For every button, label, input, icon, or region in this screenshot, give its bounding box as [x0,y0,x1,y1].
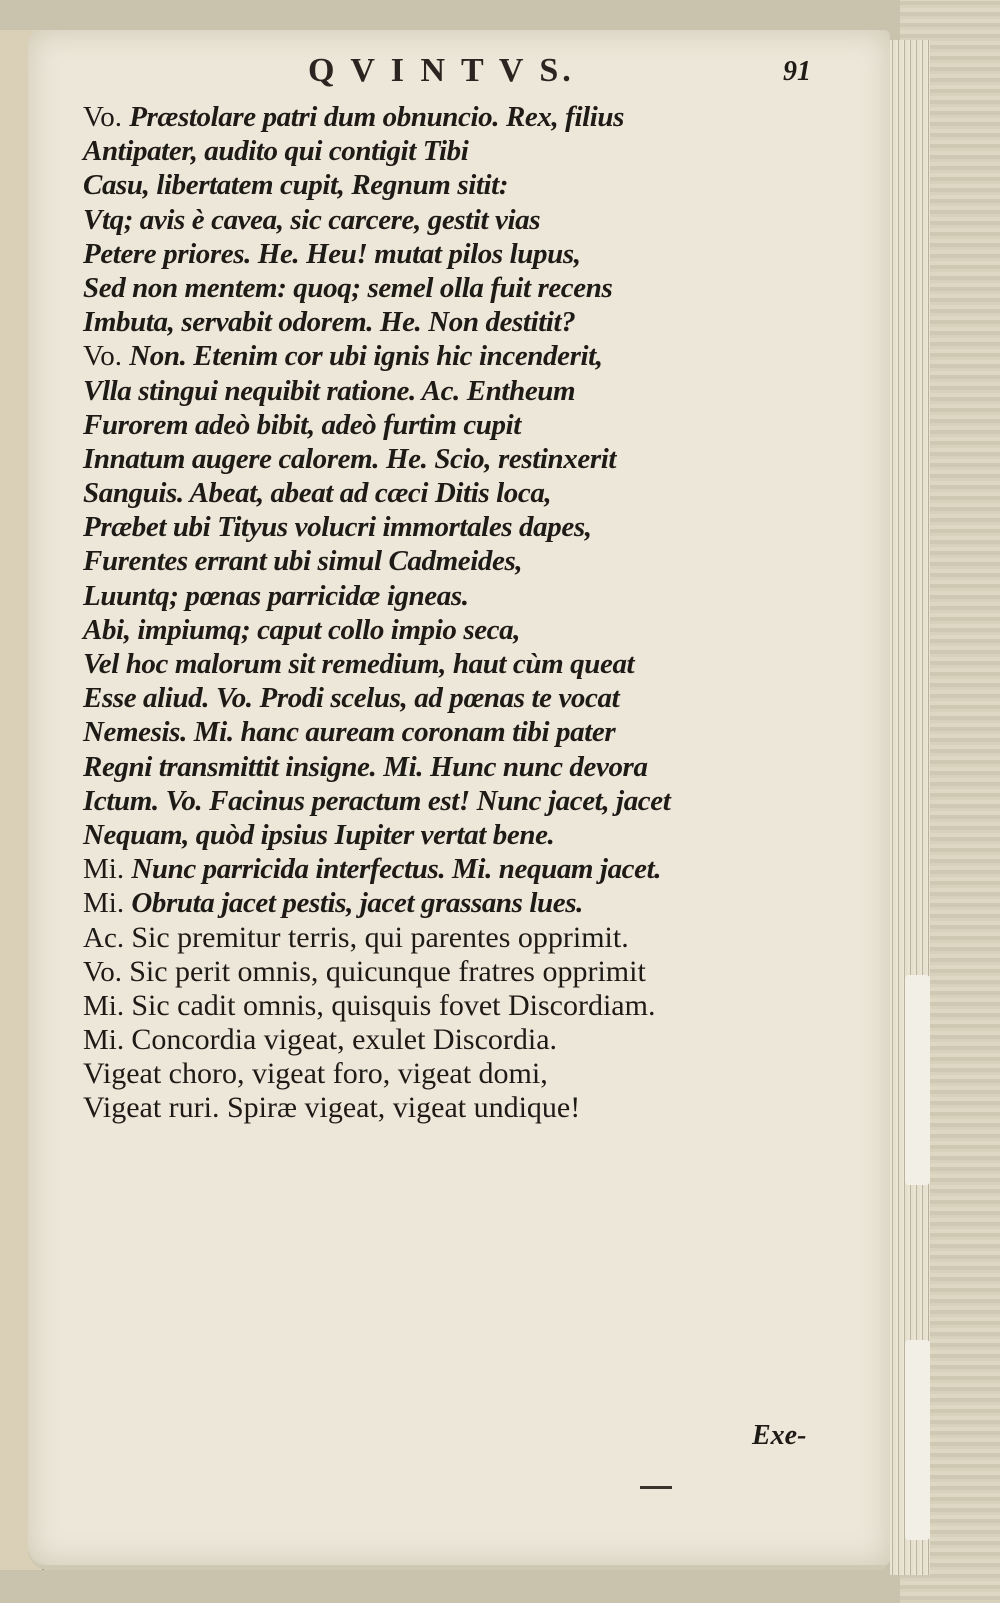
verse-text: Antipater, audito qui contigit Tibi [83,135,469,168]
verse-line [83,271,843,305]
verse-line [83,715,843,749]
verse-text: Abi, impiumq; caput collo impio seca, [83,613,521,646]
verse-text: Nequam, quòd ipsius Iupiter vertat bene. [83,818,555,851]
bookmark-tab [905,1340,930,1540]
verse-line [83,237,843,271]
verse-line [83,100,843,134]
verse-text: Non. Etenim cor ubi ignis hic incenderit, [129,340,603,373]
verse-line [83,647,843,681]
verse-text: Ictum. Vo. Facinus peractum est! Nunc jacet, jacet [83,784,671,817]
speaker-label: Mi. [83,853,125,886]
verse-line [83,510,843,544]
catchword: Exe- [752,1420,807,1451]
speaker-label: Ac. [83,921,125,954]
verse-line [83,168,843,202]
speaker-label: Mi. [83,1024,125,1057]
verse-line [83,203,843,237]
verse-text: Sic premitur terris, qui parentes opprimit. [131,920,629,954]
bookmark-tab [905,975,930,1185]
verse-line [83,442,843,476]
verse-text: Casu, libertatem cupit, Regnum sitit: [83,169,509,202]
verse-line [83,784,843,818]
verse-line [83,1023,843,1057]
speaker-label: Vo. [83,101,122,133]
verse-text: Sic cadit omnis, quisquis fovet Discordiam. [131,988,656,1022]
verse-text: Vlla stingui nequibit ratione. Ac. Entheum [83,374,576,407]
verse-line [83,579,843,613]
verse-text: Concordia vigeat, exulet Discordia. [131,1023,558,1057]
verse-text: Sed non mentem: quoq; semel olla fuit recens [83,271,613,304]
verse-line [83,408,843,442]
verse-text: Regni transmittit insigne. Mi. Hunc nunc devora [83,750,648,783]
verse-text: Innatum augere calorem. He. Scio, restinxerit [83,442,617,475]
verse-text: Obruta jacet pestis, jacet grassans lues. [131,887,583,920]
verse-text: Nunc parricida interfectus. Mi. nequam jacet. [131,853,662,886]
verse-text: Præstolare patri dum obnuncio. Rex, filius [129,101,625,133]
page-number: 91 [783,56,811,87]
verse-text: Vigeat choro, vigeat foro, vigeat domi, [83,1057,548,1091]
verse-line [83,544,843,578]
verse-text: Nemesis. Mi. hanc auream coronam tibi pater [83,716,616,749]
verse-text: Furentes errant ubi simul Cadmeides, [83,545,523,578]
verse-line [83,1057,843,1091]
verse-text: Esse aliud. Vo. Prodi scelus, ad pœnas te vocat [83,682,620,715]
verse-text-block [83,100,843,1126]
verse-line [83,305,843,339]
speaker-label: Vo. [83,955,122,988]
verse-text: Furorem adeò bibit, adeò furtim cupit [83,408,521,441]
ornament-dash [640,1486,672,1489]
verse-line [83,134,843,168]
verse-line [83,1091,843,1125]
verse-line [83,989,843,1023]
verse-text: Sic perit omnis, quicunque fratres opprimit [129,954,646,988]
speaker-label: Vo. [83,340,122,373]
book-page [28,30,890,1565]
verse-line [83,339,843,373]
verse-text: Sanguis. Abeat, abeat ad cæci Ditis loca, [83,477,552,510]
verse-line [83,852,843,886]
speaker-label: Mi. [83,989,125,1022]
verse-text: Vel hoc malorum sit remedium, haut cùm queat [83,648,635,680]
verse-line [83,613,843,647]
verse-text: Vigeat ruri. Spiræ vigeat, vigeat undique! [83,1091,581,1125]
verse-line [83,955,843,989]
verse-line [83,750,843,784]
running-head: Q V I N T V S. [308,52,575,89]
verse-line [83,681,843,715]
speaker-label: Mi. [83,887,125,920]
verse-line [83,818,843,852]
verse-text: Præbet ubi Tityus volucri immortales dapes, [83,511,592,544]
verse-text: Luuntq; pœnas parricidæ igneas. [83,579,469,612]
verse-line [83,886,843,920]
verse-line [83,476,843,510]
verse-line [83,374,843,408]
verse-text: Imbuta, servabit odorem. He. Non destitit? [83,306,576,339]
verse-text: Vtq; avis è cavea, sic carcere, gestit vias [83,203,541,236]
verse-line [83,921,843,955]
verse-text: Petere priores. He. Heu! mutat pilos lupus, [83,237,581,270]
